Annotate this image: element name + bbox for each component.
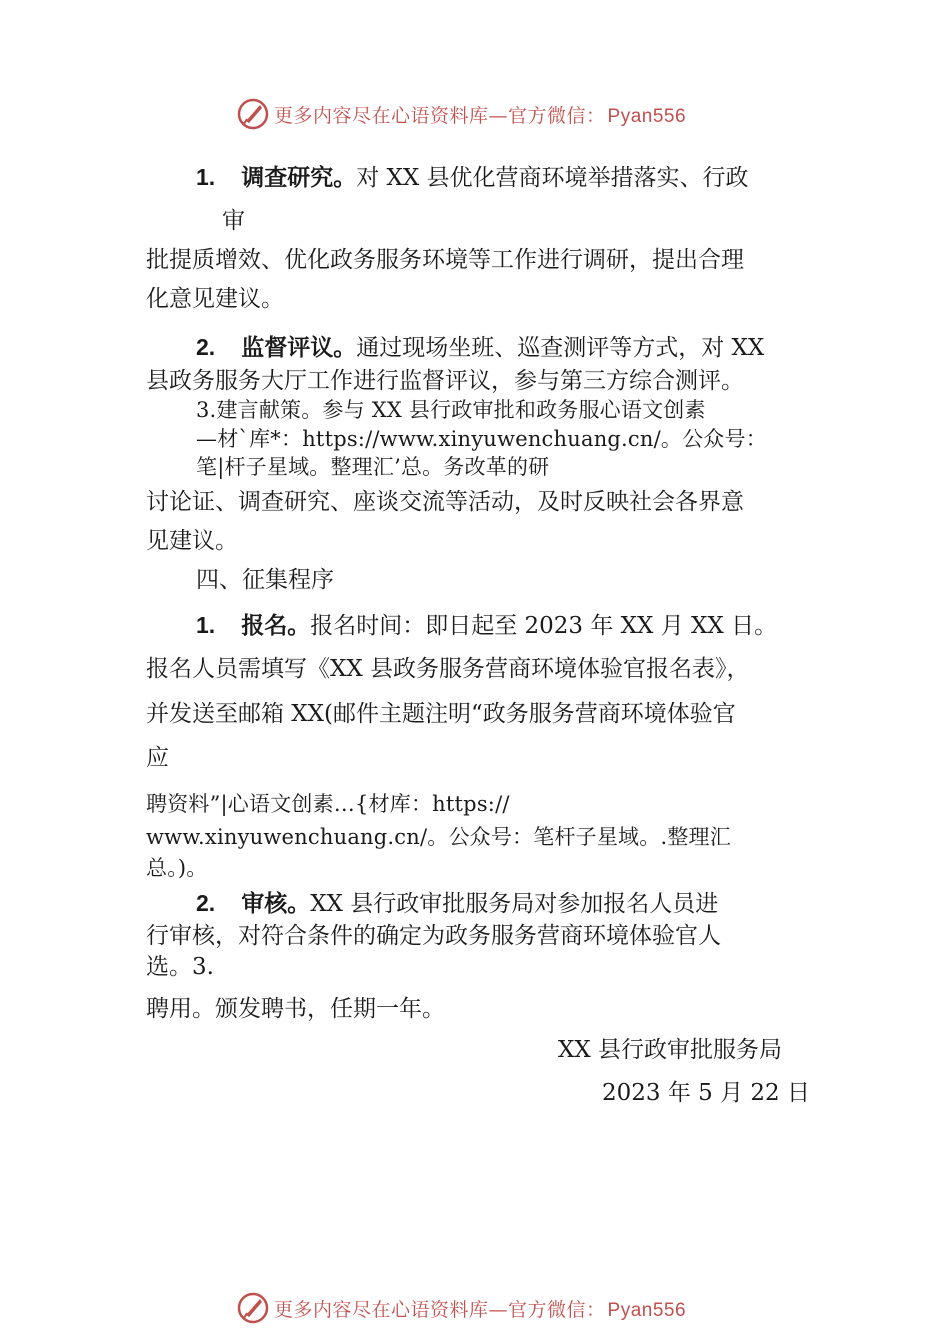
s2-line4: 聘用。颁发聘书，任期一年。	[146, 996, 445, 1022]
item1-heading: 1. 调查研究。对 XX 县优化营商环境举措落实、行政	[196, 164, 749, 191]
quill-pen-icon	[236, 1291, 270, 1325]
section4-heading: 四、征集程序	[196, 567, 334, 593]
s2-line3: 选。3.	[146, 954, 214, 980]
watermark-footer	[236, 1290, 686, 1326]
s2-line2: 行审核，对符合条件的确定为政务服务营商环境体验官人	[146, 923, 721, 949]
s1-line6: www.xinyuwenchuang.cn/。公众号：笔杆子星域。.整理汇	[146, 825, 731, 849]
s2-heading: 2. 审核。XX 县行政审批服务局对参加报名人员进	[196, 890, 719, 917]
watermark-text: 更多内容尽在心语资料库—官方微信： Pyan556	[274, 104, 687, 127]
s1-line2: 报名人员需填写《XX 县政务服务营商环境体验官报名表》，	[146, 656, 750, 682]
watermark-header	[236, 96, 686, 132]
item3-line1: 3.建言献策。参与 XX 县行政审批和政务服心语文创素	[196, 398, 706, 422]
item1-line4: 化意见建议。	[146, 286, 284, 312]
s1-heading: 1. 报名。报名时间：即日起至 2023 年 XX 月 XX 日。	[196, 612, 778, 639]
s1-line7: 总。)。	[146, 856, 208, 880]
item3-line5: 见建议。	[146, 528, 238, 554]
s1-line5: 聘资料”|心语文创素…{材库：https://	[146, 792, 510, 816]
signature-org: XX 县行政审批服务局	[558, 1037, 783, 1063]
s1-line4: 应	[146, 745, 169, 771]
item3-line3: 笔|杆子星域。整理汇’总。务改革的研	[196, 455, 550, 479]
s1-line3: 并发送至邮箱 XX(邮件主题注明“政务服务营商环境体验官	[146, 701, 736, 727]
watermark-text: 更多内容尽在心语资料库—官方微信： Pyan556	[274, 1298, 687, 1321]
signature-date: 2023 年 5 月 22 日	[602, 1080, 810, 1106]
item1-line2: 审	[222, 208, 245, 234]
quill-pen-icon	[236, 97, 270, 131]
item3-line4: 讨论证、调查研究、座谈交流等活动，及时反映社会各界意	[146, 489, 744, 515]
item2-line2: 县政务服务大厅工作进行监督评议，参与第三方综合测评。	[146, 368, 744, 394]
item2-heading: 2. 监督评议。通过现场坐班、巡查测评等方式，对 XX	[196, 334, 765, 361]
item3-line2: —材`库*：https://www.xinyuwenchuang.cn/。公众号：	[196, 427, 767, 451]
item1-line3: 批提质增效、优化政务服务环境等工作进行调研，提出合理	[146, 247, 744, 273]
